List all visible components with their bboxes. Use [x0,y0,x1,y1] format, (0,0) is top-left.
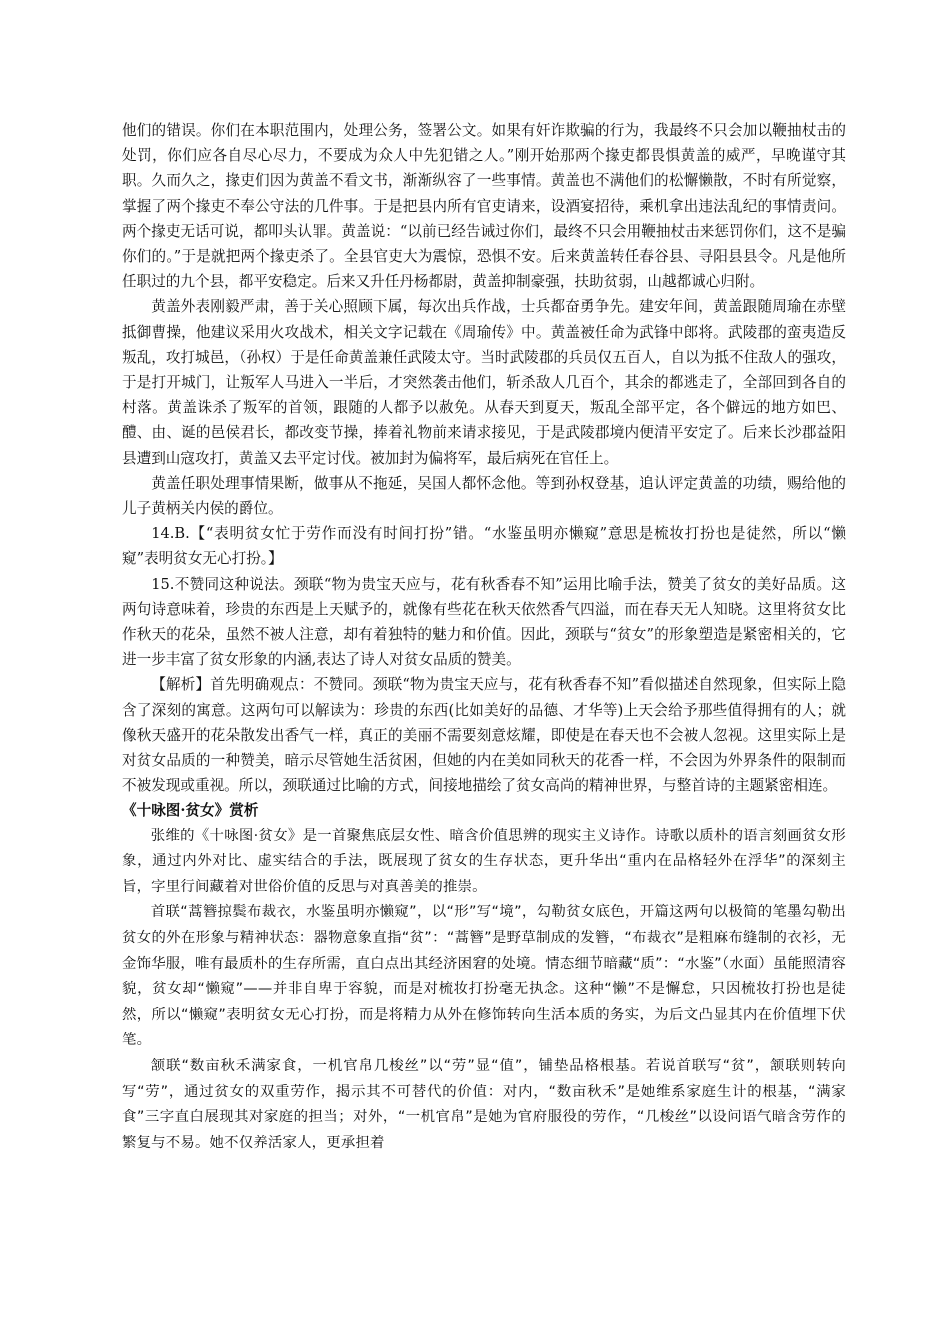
translation-paragraph-3: 黄盖任职处理事情果断，做事从不拖延，吴国人都怀念他。等到孙权登基，追认评定黄盖的功绩，赐给他的儿子黄柄关内侯的爵位。 [122,474,846,518]
answer-question-15: 15.不赞同这种说法。颈联“物为贵宝天应与，花有秋香春不知”运用比喻手法，赞美了贫女的美好品质。这两句诗意味着，珍贵的东西是上天赋予的，就像有些花在秋天依然香气四溢，而在春天无人知晓。这里将贫女比作秋天的花朵，虽然不被人注意，却有着独特的魅力和价值。因此，颈联与“贫女”的形象塑造是紧密相关的，它进一步丰富了贫女形象的内涵,表达了诗人对贫女品质的赞美。 [122,575,846,669]
appreciation-heading: 《十咏图·贫女》赏析 [122,802,259,820]
appreciation-paragraph-3: 颔联“数亩秋禾满家食，一机官帛几梭丝”以“劳”显“值”，铺垫品格根基。若说首联写“贫”，颔联则转向写“劳”，通过贫女的双重劳作，揭示其不可替代的价值：对内，“数亩秋禾”是她维系家庭生计的根基，“满家食”三字直白展现其对家庭的担当；对外，“一机官帛”是她为官府服役的劳作，“几梭丝”以设问语气暗含劳作的繁复与不易。她不仅养活家人，更承担着 [122,1058,846,1151]
appreciation-paragraph-1: 张维的《十咏图·贫女》是一首聚焦底层女性、暗含价值思辨的现实主义诗作。诗歌以质朴的语言刻画贫女形象，通过内外对比、虚实结合的手法，既展现了贫女的生存状态，更升华出“重内在品格轻外在浮华”的深刻主旨，字里行间藏着对世俗价值的反思与对真善美的推崇。 [122,827,846,895]
appreciation-paragraph-2: 首联“蒿簪掠鬓布裁衣，水鉴虽明亦懒窥”，以“形”写“境”，勾勒贫女底色，开篇这两句以极简的笔墨勾勒出贫女的外在形象与精神状态：器物意象直指“贫”：“蒿簪”是野草制成的发簪，“布裁衣”是粗麻布缝制的衣衫，无金饰华服，唯有最质朴的生存所需，直白点出其经济困窘的处境。情态细节暗藏“质”：“水鉴”（水面）虽能照清容貌，贫女却“懒窥”——并非自卑于容貌，而是对梳妆打扮毫无执念。这种“懒”不是懈怠，只因梳妆打扮也是徒然，所以“懒窥”表明贫女无心打扮，而是将精力从外在修饰转向生活本质的务实，为后文凸显其内在价值埋下伏笔。 [122,904,846,1049]
answer-analysis: 【解析】首先明确观点：不赞同。颈联“物为贵宝天应与，花有秋香春不知”看似描述自然现象，但实际上隐含了深刻的寓意。这两句可以解读为：珍贵的东西(比如美好的品德、才华等)上天会给予那些值得拥有的人；就像秋天盛开的花朵散发出香气一样，真正的美丽不需要刻意炫耀，即使是在春天也不会被人忽视。这里实际上是对贫女品质的一种赞美，暗示尽管她生活贫困，但她的内在美如同秋天的花香一样，不会因为外界条件的限制而不被发现或重视。所以，颈联通过比喻的方式，间接地描绘了贫女高尚的精神世界，与整首诗的主题紧密相连。 [122,676,846,795]
document-page [122,118,846,1156]
translation-paragraph-2: 黄盖外表刚毅严肃，善于关心照顾下属，每次出兵作战，士兵都奋勇争先。建安年间，黄盖跟随周瑜在赤壁抵御曹操，他建议采用火攻战术，相关文字记载在《周瑜传》中。黄盖被任命为武锋中郎将。武陵郡的蛮夷造反叛乱，攻打城邑，（孙权）于是任命黄盖兼任武陵太守。当时武陵郡的兵员仅五百人，自以为抵不住敌人的强攻，于是打开城门，让叛军人马进入一半后，才突然袭击他们，斩杀敌人几百个，其余的都逃走了，全部回到各自的村落。黄盖诛杀了叛军的首领，跟随的人都予以赦免。从春天到夏天，叛乱全部平定，各个僻远的地方如巴、醴、由、诞的邑侯君长，都改变节操，捧着礼物前来请求接见，于是武陵郡境内便清平安定了。后来长沙郡益阳县遭到山寇攻打，黄盖又去平定讨伐。被加封为偏将军，最后病死在官任上。 [122,298,846,467]
translation-paragraph-1: 他们的错误。你们在本职范围内，处理公务，签署公文。如果有奸诈欺骗的行为，我最终不只会加以鞭抽杖击的处罚，你们应各自尽心尽力，不要成为众人中先犯错之人。”刚开始那两个掾吏都畏惧黄盖的威严，早晚谨守其职。久而久之，掾吏们因为黄盖不看文书，渐渐纵容了一些事情。黄盖也不满他们的松懈懒散，不时有所觉察，掌握了两个掾吏不奉公守法的几件事。于是把县内所有官吏请来，设酒宴招待，乘机拿出违法乱纪的事情责问。两个掾吏无话可说，都叩头认罪。黄盖说：“以前已经告诫过你们，最终不只会用鞭抽杖击来惩罚你们，这不是骗你们的。”于是就把两个掾吏杀了。全县官吏大为震惊，恐惧不安。后来黄盖转任春谷县、寻阳县县令。凡是他所任职过的九个县，都平安稳定。后来又升任丹杨都尉，黄盖抑制豪强，扶助贫弱，山越都诚心归附。 [122,122,846,291]
answer-question-14: 14.B.【“表明贫女忙于劳作而没有时间打扮”错。“水鉴虽明亦懒窥”意思是梳妆打扮也是徒然，所以“懒窥”表明贫女无心打扮。】 [122,525,846,568]
